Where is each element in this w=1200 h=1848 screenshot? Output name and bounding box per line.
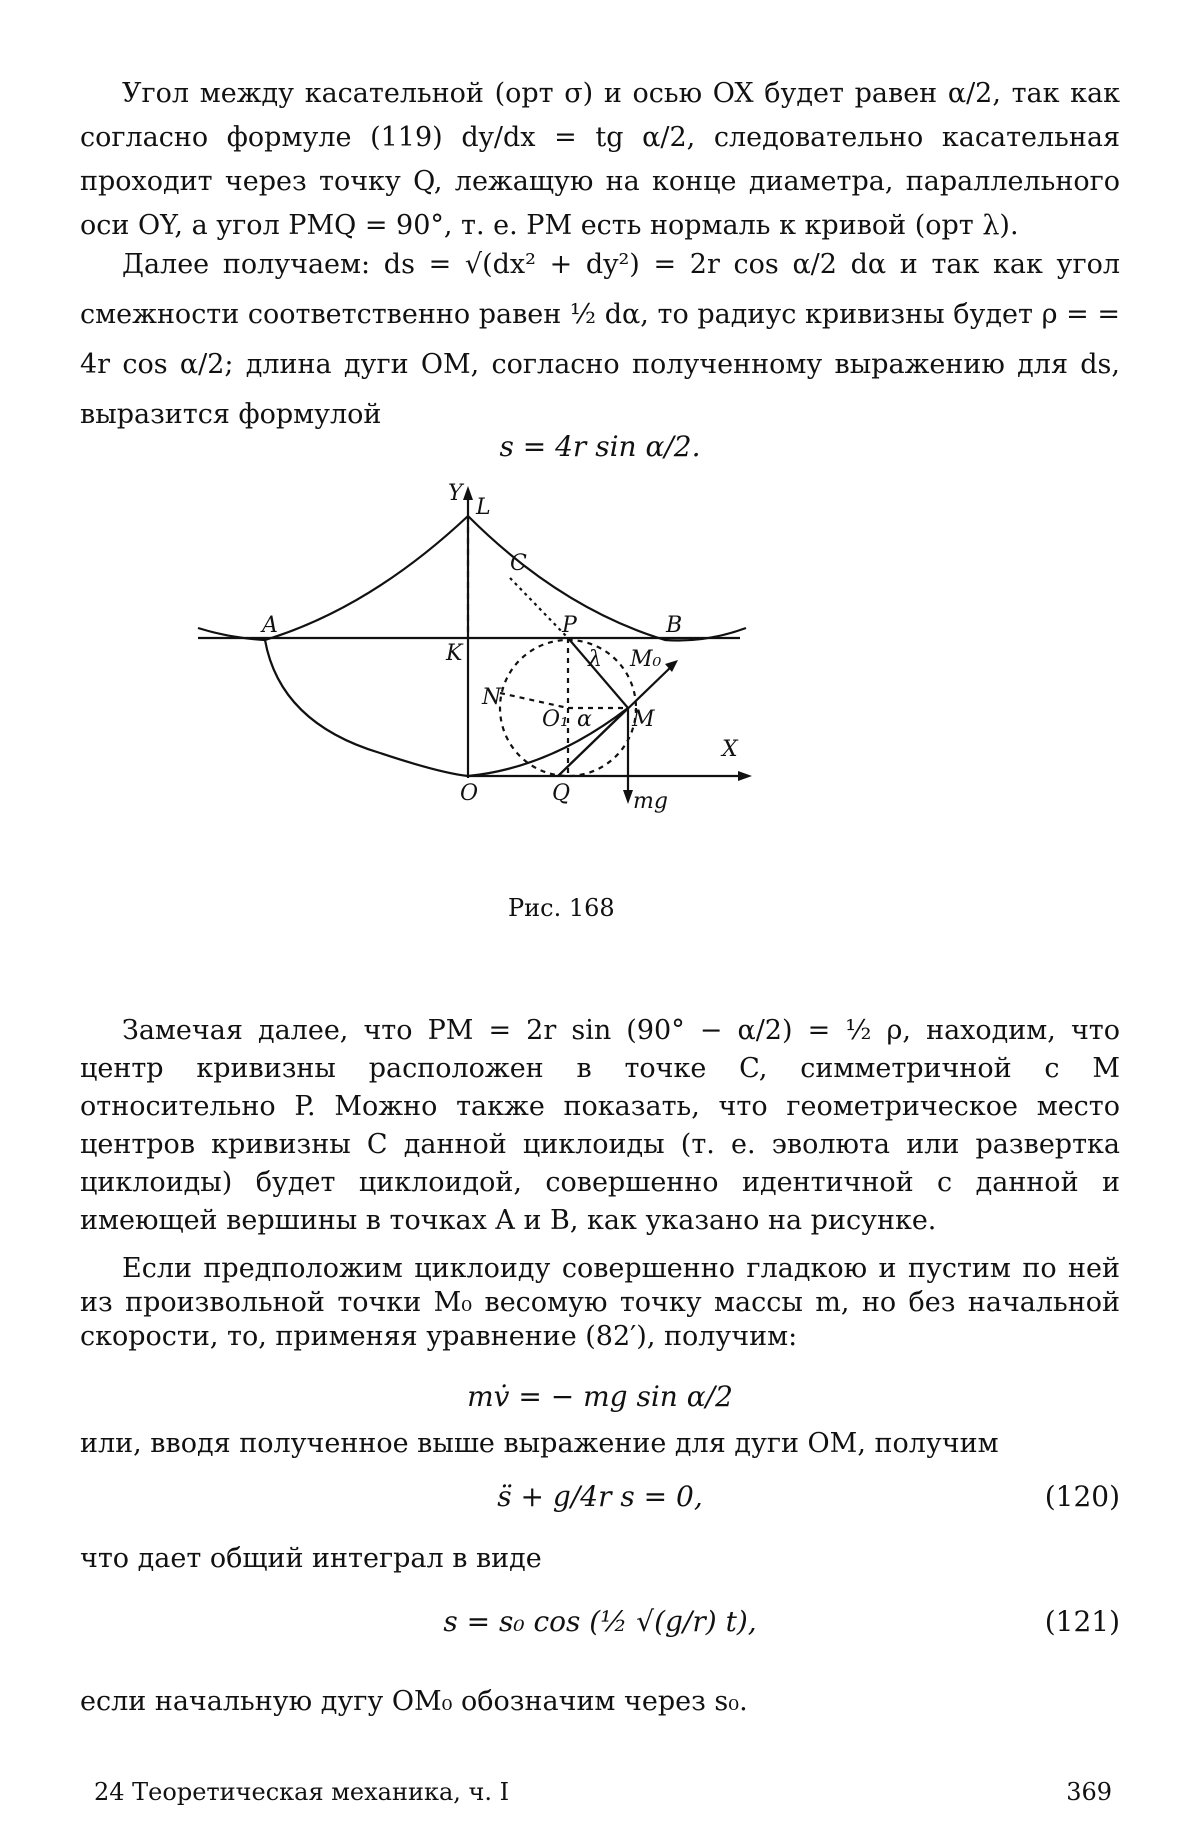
label-k: K [446, 641, 463, 666]
paragraph-2-text: Далее получаем: ds = √(dx² + dy²) = 2r cos α/2 dα и так как угол смежности соответственно равен ½ dα, то радиус кривизны будет ρ = = 4r cos α/2; длина дуги OM, согласно полученному выражению для ds, выразится формулой [80, 249, 1120, 430]
page [80, 0, 1120, 1848]
equation-number-121: (121) [1044, 1605, 1120, 1638]
label-alpha: α [577, 707, 592, 732]
page-number: 369 [1066, 1778, 1112, 1806]
figure-168 [80, 478, 1120, 978]
printer-signature: 24 Теоретическая механика, ч. I [94, 1778, 510, 1806]
label-q: Q [552, 781, 571, 806]
paragraph-1-text: Угол между касательной (орт σ) и осью OX будет равен α/2, так как согласно формуле (119) dy/dx = tg α/2, следовательно касательная проходит через точку Q, лежащую на конце диаметра, параллельного оси OY, а угол PMQ = 90°, т. е. PM есть нормаль к кривой (орт λ). [80, 78, 1120, 241]
label-m: M [632, 707, 655, 732]
label-lambda: λ [588, 647, 602, 672]
formula-120: s̈ + g/4r s = 0, (120) [80, 1465, 1120, 1529]
paragraph-2 [80, 240, 1120, 440]
label-b: B [666, 613, 683, 638]
figure-caption: Рис. 168 [508, 894, 615, 922]
paragraph-7: если начальную дугу OM₀ обозначим через s₀. [80, 1686, 748, 1717]
label-m0: M₀ [630, 647, 662, 672]
label-y: Y [448, 481, 463, 506]
figure-labels [260, 481, 739, 814]
paragraph-4 [80, 1252, 1120, 1354]
paragraph-4-text: Если предположим циклоиду совершенно гладкою и пустим по ней из произвольной точки M₀ весомую точку массы m, но без начальной скорости, то, применяя уравнение (82′), получим: [80, 1253, 1120, 1352]
label-mg: mg [633, 789, 668, 814]
paragraph-5: или, вводя полученное выше выражение для дуги OM, получим [80, 1428, 999, 1459]
label-a: A [262, 613, 278, 638]
paragraph-1 [80, 72, 1120, 248]
label-n: N [482, 685, 502, 710]
paragraph-6: что дает общий интеграл в виде [80, 1543, 542, 1574]
label-o1: O₁ [542, 707, 569, 732]
label-c: C [510, 551, 527, 576]
label-l: L [476, 495, 491, 520]
paragraph-3 [80, 1012, 1120, 1240]
formula-motion: mv̇ = − mg sin α/2 [467, 1380, 733, 1413]
formula-arc-length: s = 4r sin α/2. [499, 430, 701, 463]
label-o: O [460, 781, 479, 806]
label-x: X [722, 737, 738, 762]
paragraph-3-text: Замечая далее, что PM = 2r sin (90° − α/2) = ½ ρ, находим, что центр кривизны расположен в точке C, симметричной с M относительно P. Можно также показать, что геометрическое место центров кривизны C данной циклоиды (т. е. эволюта или развертка циклоиды) будет циклоидой, совершенно идентичной с данной и имеющей вершины в точках A и B, как указано на рисунке. [80, 1015, 1120, 1236]
label-p: P [562, 613, 577, 638]
equation-number-120: (120) [1044, 1480, 1120, 1513]
formula-121: s = s₀ cos (½ √(g/r) t), (121) [80, 1590, 1120, 1654]
